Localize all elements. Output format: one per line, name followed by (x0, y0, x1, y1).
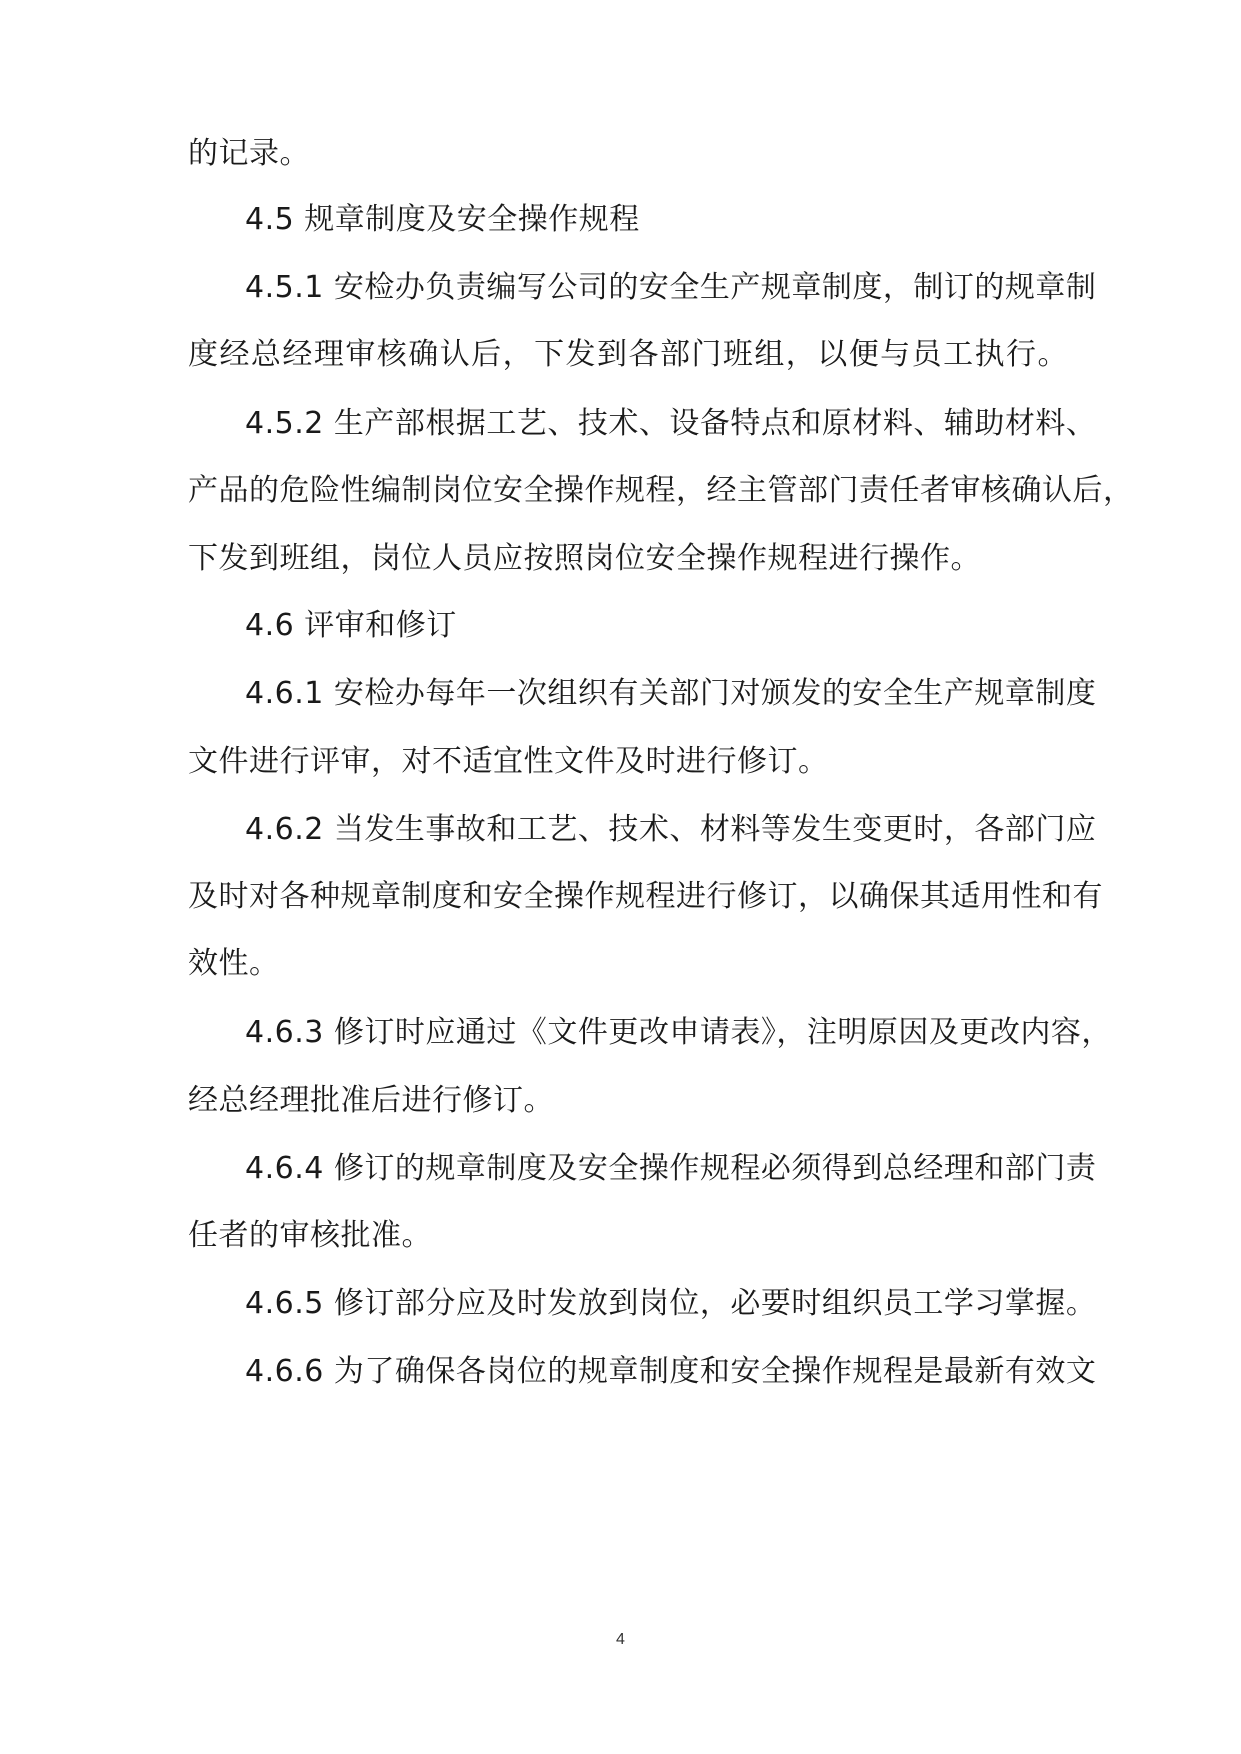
text-line: 4.6.3 修订时应通过《文件更改申请表》，注明原因及更改内容， (245, 1015, 1112, 1050)
text-line: 任者的审核批准。 (188, 1218, 432, 1253)
text-line: 下发到班组，岗位人员应按照岗位安全操作规程进行操作。 (188, 541, 981, 576)
text-line: 4.6.2 当发生事故和工艺、技术、材料等发生变更时，各部门应 (245, 812, 1097, 847)
text-line: 及时对各种规章制度和安全操作规程进行修订，以确保其适用性和有 (188, 879, 1103, 914)
text-line: 4.5.2 生产部根据工艺、技术、设备特点和原材料、辅助材料、 (245, 406, 1097, 441)
text-line: 度经总经理审核确认后，下发到各部门班组，以便与员工执行。 (188, 337, 1068, 372)
text-line: 4.6.6 为了确保各岗位的规章制度和安全操作规程是最新有效文 (245, 1354, 1097, 1389)
page-number: 4 (616, 1631, 625, 1648)
section-heading-4-6: 4.6 评审和修订 (245, 608, 457, 643)
text-line: 4.6.5 修订部分应及时发放到岗位，必要时组织员工学习掌握。 (245, 1286, 1097, 1321)
section-heading-4-5: 4.5 规章制度及安全操作规程 (245, 202, 640, 237)
text-line: 效性。 (188, 946, 280, 981)
text-line: 4.6.4 修订的规章制度及安全操作规程必须得到总经理和部门责 (245, 1151, 1097, 1186)
text-line: 4.5.1 安检办负责编写公司的安全生产规章制度，制订的规章制 (245, 270, 1097, 305)
text-line: 产品的危险性编制岗位安全操作规程，经主管部门责任者审核确认后， (188, 473, 1134, 508)
text-line: 4.6.1 安检办每年一次组织有关部门对颁发的安全生产规章制度 (245, 676, 1097, 711)
text-line: 的记录。 (188, 136, 310, 171)
text-line: 文件进行评审，对不适宜性文件及时进行修订。 (188, 744, 829, 779)
text-line: 经总经理批准后进行修订。 (188, 1083, 554, 1118)
